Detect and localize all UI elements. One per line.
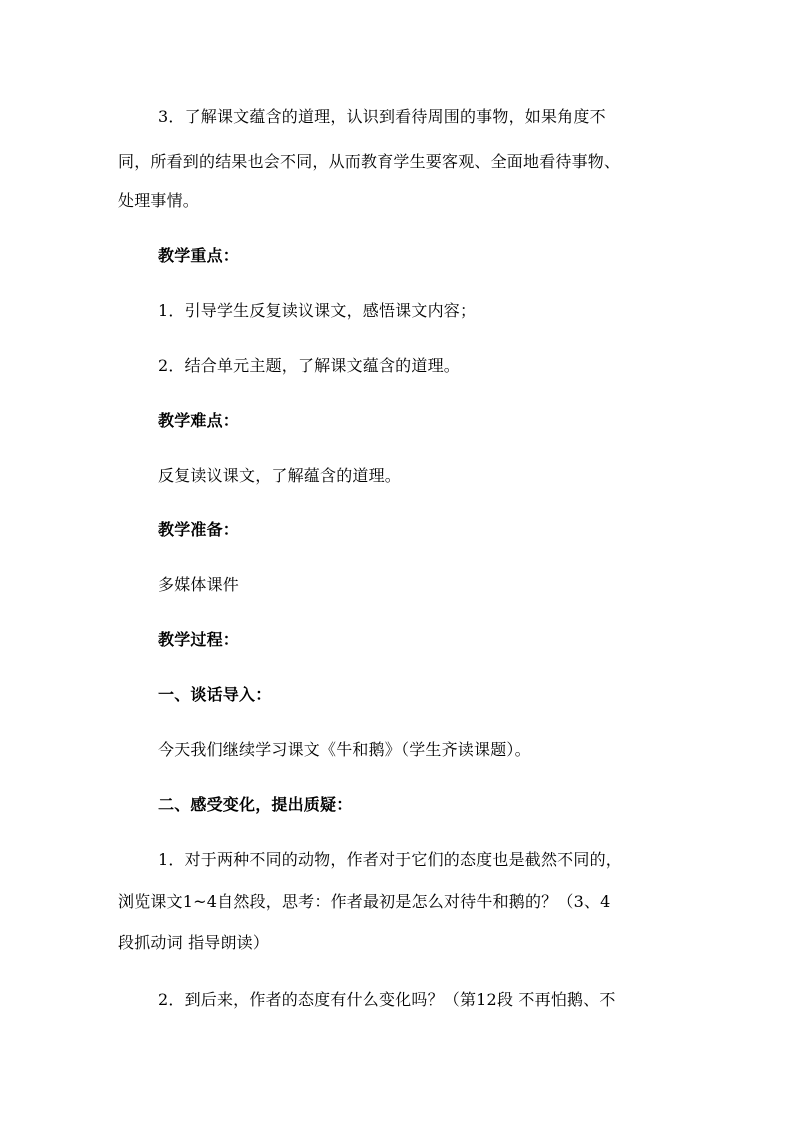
s2-item1-line-2: 浏览课文1~4自然段，思考：作者最初是怎么对待牛和鹅的？（3、4 <box>118 892 611 911</box>
objective-3-line-2: 同，所看到的结果也会不同，从而教育学生要客观、全面地看待事物、 <box>118 152 621 171</box>
key-point-1: 1．引导学生反复读议课文，感悟课文内容； <box>158 301 477 320</box>
s2-item1-line-1: 1．对于两种不同的动物，作者对于它们的态度也是截然不同的， <box>158 850 622 869</box>
key-point-2: 2．结合单元主题，了解课文蕴含的道理。 <box>158 356 460 375</box>
s2-item1-line-3: 段抓动词 指导朗读） <box>118 933 270 952</box>
section-1-title: 一、谈话导入： <box>158 685 272 704</box>
s2-item2-line-1: 2．到后来，作者的态度有什么变化吗？（第12段 不再怕鹅、不 <box>158 990 616 1009</box>
objective-3-line-1: 3．了解课文蕴含的道理，认识到看待周围的事物，如果角度不 <box>158 107 606 126</box>
heading-preparation: 教学准备： <box>158 520 240 539</box>
preparation-text: 多媒体课件 <box>158 575 240 594</box>
objective-3-line-3: 处理事情。 <box>118 191 200 210</box>
heading-process: 教学过程： <box>158 630 240 649</box>
section-2-title: 二、感受变化，提出质疑： <box>158 795 353 814</box>
heading-difficulties: 教学难点： <box>158 411 240 430</box>
section-1-text: 今天我们继续学习课文《牛和鹅》（学生齐读课题）。 <box>158 740 531 759</box>
heading-key-points: 教学重点： <box>158 246 240 265</box>
difficulty-text: 反复读议课文，了解蕴含的道理。 <box>158 466 402 485</box>
